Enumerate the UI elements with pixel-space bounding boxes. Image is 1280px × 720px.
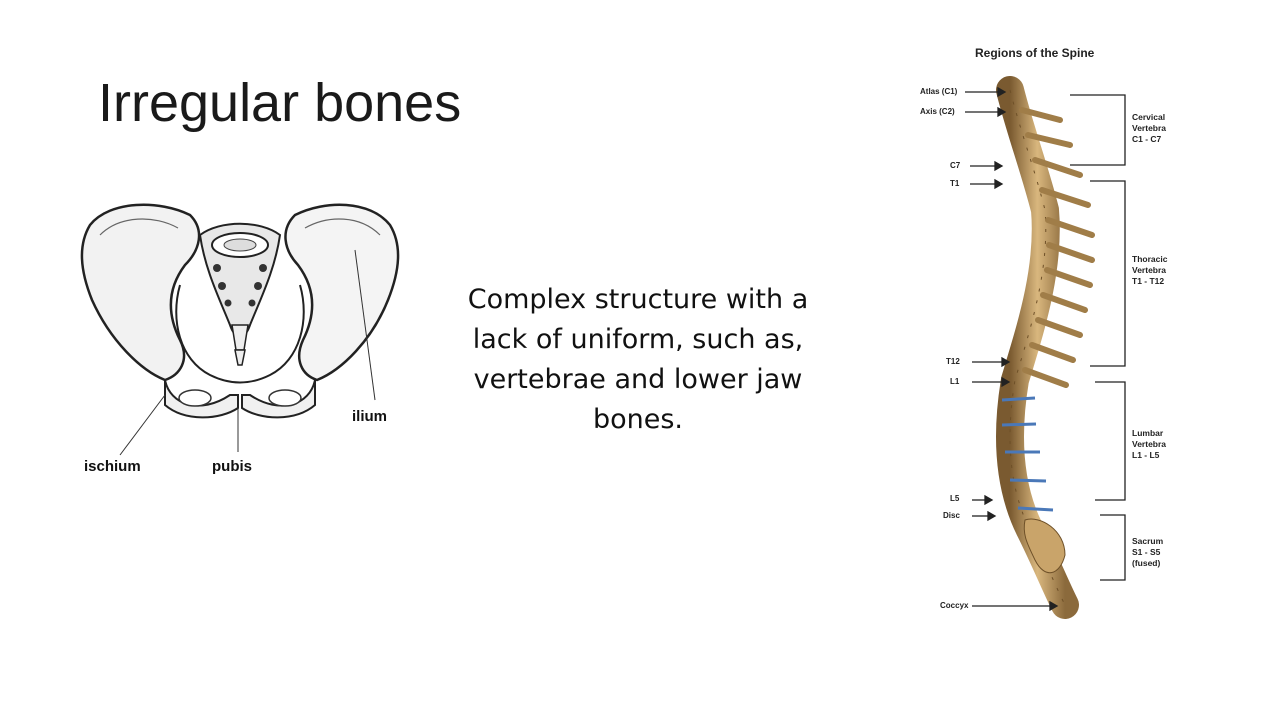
- region-cervical: Cervical Vertebra C1 - C7: [1132, 112, 1167, 144]
- marker-t1: T1: [950, 179, 960, 188]
- region-lumbar: Lumbar Vertebra L1 - L5: [1132, 428, 1167, 460]
- marker-disc: Disc: [943, 511, 960, 520]
- marker-l1: L1: [950, 377, 960, 386]
- marker-c7: C7: [950, 161, 961, 170]
- region-thoracic: Thoracic Vertebra T1 - T12: [1132, 254, 1168, 286]
- marker-t12: T12: [946, 357, 960, 366]
- ilium-label: ilium: [352, 408, 388, 425]
- marker-coccyx: Coccyx: [940, 601, 969, 610]
- ischium-label: ischium: [84, 458, 141, 475]
- slide-title: Irregular bones: [98, 73, 462, 133]
- body-text: Complex structure with a lack of uniform, such as, vertebrae and lower jaw bones.: [467, 284, 809, 435]
- pubis-label: pubis: [212, 458, 252, 475]
- spine-title: Regions of the Spine: [975, 46, 1095, 60]
- marker-l5: L5: [950, 494, 960, 503]
- pelvis-illustration: [70, 190, 410, 490]
- marker-axis: Axis (C2): [920, 107, 955, 116]
- marker-atlas: Atlas (C1): [920, 87, 958, 96]
- region-sacrum: Sacrum S1 - S5 (fused): [1132, 536, 1164, 568]
